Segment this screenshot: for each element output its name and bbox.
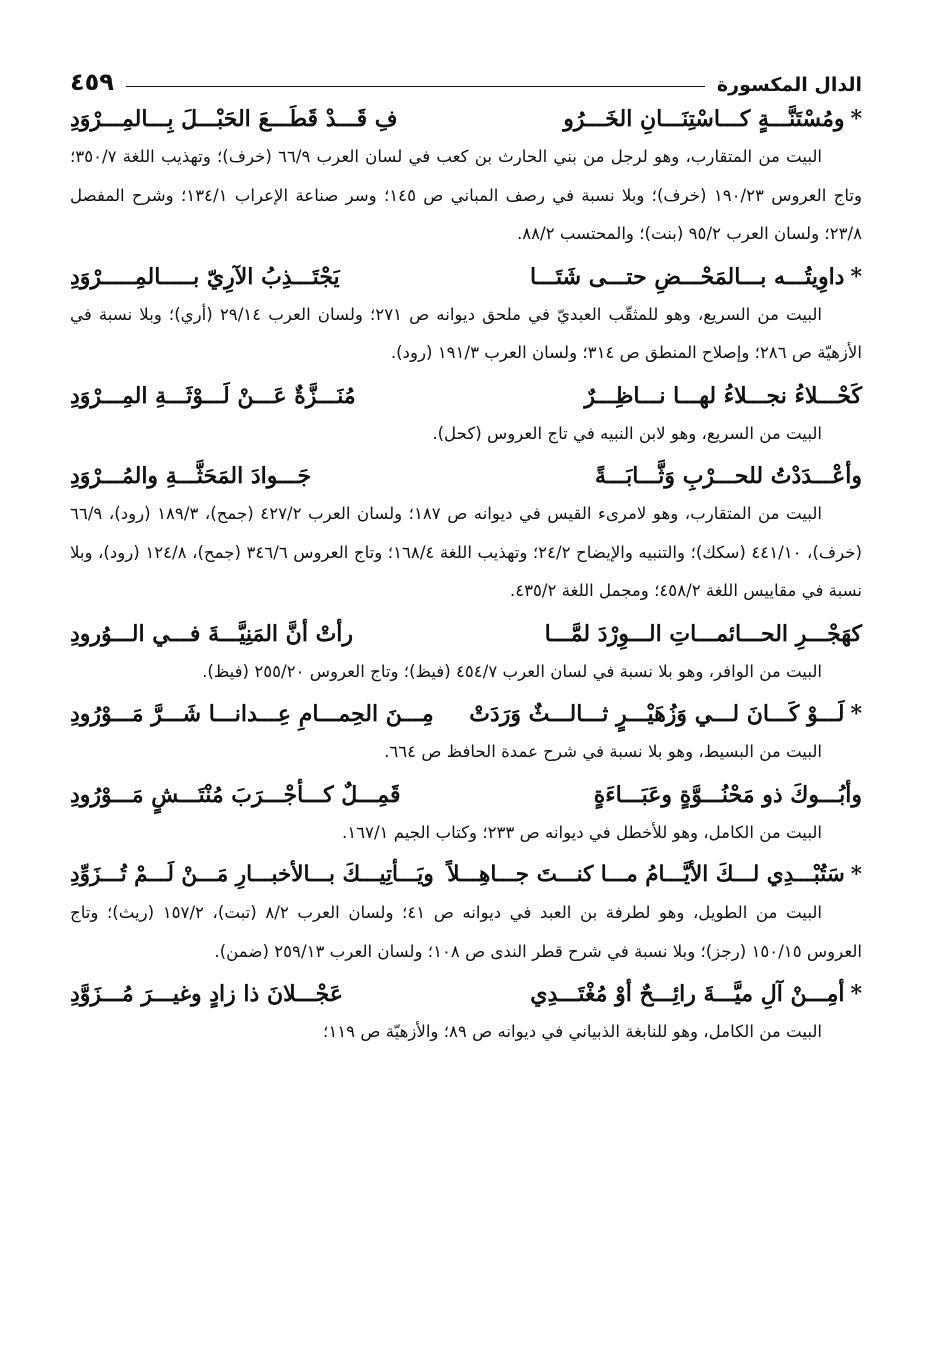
entries-list [70, 100, 862, 1052]
verse-second-hemistich: قَمِـــلٌ كـــأجْـــرَبَ مُنْتَـــشٍ مَـــوْرُودِ [70, 781, 401, 808]
source-note: البيت من الكامل، وهو للنابغة الذبياني في ديوانه ص ٨٩؛ والأزهيّة ص ١١٩؛ [323, 1022, 822, 1041]
verse-first-hemistich [469, 695, 862, 733]
verse-line [70, 615, 862, 653]
verse-second-hemistich: جَـــوادَ المَحَثَّـــةِ والمُـــرْوَدِ [70, 463, 312, 489]
header-rule [126, 86, 705, 87]
running-title: الدال المكسورة [716, 74, 862, 96]
poetry-entry [70, 695, 862, 772]
verse-line [70, 258, 862, 296]
verse-second-hemistich: مِـــنَ الحِمـــامِ عِـــدانـــا شَـــرَّ مَـــوْرُودِ [70, 701, 434, 727]
verse-first-hemistich [584, 377, 862, 415]
hemistich-text: سَتُبْـــدِي لـــكَ الأيَّـــامُ مـــا كنـــتَ جـــاهِـــلاً [447, 862, 845, 887]
hemistich-text: وأعْـــدَدْتُ للحـــرْبِ وَثَّـــابَـــةً [595, 463, 862, 489]
source-note: البيت من البسيط، وهو بلا نسبة في شرح عمدة الحافظ ص ٦٦٤. [384, 742, 822, 761]
source-note: البيت من الطويل، وهو لطرفة بن العبد في ديوانه ص ٤١؛ ولسان العرب ٨/٢ (تبت)، ١٥٧/٢ (ريث)؛ وتاج العروس ١٥٠/١٥ (رجز)؛ وبلا نسبة في شرح قطر الندى ص ١٠٨؛ ولسان العرب ٢٥٩/١٣ (ضمن). [70, 903, 862, 961]
verse-first-hemistich [545, 615, 862, 653]
poetry-entry [70, 258, 862, 373]
verse-line [70, 100, 862, 138]
verse-first-hemistich [594, 776, 862, 814]
page-header [70, 54, 862, 96]
verse-second-hemistich: رأتْ أنَّ المَنِيَّـــةَ فـــي الـــوُرودِ [70, 620, 354, 647]
hemistich-text: وأبُـــوكَ ذو مَحْنُـــوَّةٍ وعَبَـــاءَةٍ [593, 781, 862, 808]
hemistich-text: أمِـــنْ آلِ ميَّـــةَ رائِـــحٌ أوْ مُغْتَـــدِي [530, 981, 845, 1007]
asterisk-marker: * [850, 263, 862, 290]
hemistich-text: لَـــوْ كَـــانَ لـــي وَزُهَيْـــرٍ ثـــالـــثٌ وَرَدَتْ [469, 701, 845, 727]
verse-line [70, 975, 862, 1013]
hemistich-text: ومُسْتَنَّـــةٍ كـــاسْتِنَـــانِ الخَـــرُو [563, 106, 845, 132]
source-note: البيت من السريع، وهو لابن النبيه في تاج العروس (كحل). [432, 423, 822, 443]
hemistich-text: كَحْـــلاءُ نجـــلاءُ لهـــا نـــاظِـــرٌ [584, 382, 862, 409]
asterisk-marker: * [850, 981, 862, 1007]
verse-first-hemistich [447, 856, 862, 894]
verse-line [70, 695, 862, 733]
source-note: البيت من السريع، وهو للمثقّب العبديّ في ملحق ديوانه ص ٢٧١؛ ولسان العرب ٢٩/١٤ (أري)؛ وبلا نسبة في الأزهيّة ص ٢٨٦؛ وإصلاح المنطق ص ٣١٤؛ ولسان العرب ١٩١/٣ (رود). [70, 304, 862, 362]
source-note: البيت من المتقارب، وهو لرجل من بني الحارث بن كعب في لسان العرب ٦٦/٩ (خرف)؛ وتهذيب اللغة ٣٥٠/٧؛ وتاج العروس ١٩٠/٢٣ (خرف)؛ وبلا نسبة في رصف المباني ص ١٤٥؛ وسر صناعة الإعراب ١٣٤/١؛ وشرح المفصل ٢٣/٨؛ ولسان العرب ٩٥/٢ (بنت)؛ والمحتسب ٨٨/٢. [70, 147, 863, 243]
poetry-entry [70, 776, 862, 853]
poetry-entry [70, 457, 862, 611]
poetry-entry [70, 856, 862, 971]
verse-line [70, 776, 862, 814]
poetry-entry [70, 100, 862, 254]
verse-line [70, 457, 862, 495]
verse-first-hemistich [563, 100, 862, 138]
verse-second-hemistich: يَجْتَـــذِبُ الآرِيّ بـــــالمِـــــرْوَدِ [70, 263, 340, 290]
poetry-entry [70, 975, 862, 1052]
hemistich-text: داوِيتُـــه بـــالمَحْـــضِ حتـــى شَتَـــا [529, 263, 845, 290]
verse-second-hemistich: فِ قَـــدْ قَطَـــعَ الحَبْـــلَ بِـــالمِـــرْوَدِ [70, 106, 398, 132]
hemistich-text: كهَجْـــرِ الحـــائمـــاتِ الـــوِرْدَ لمَّـــا [544, 620, 862, 647]
verse-second-hemistich: عَجْـــلانَ ذا زادٍ وغيـــرَ مُـــزَوَّدِ [70, 981, 343, 1007]
asterisk-marker: * [850, 701, 862, 727]
poetry-entry [70, 615, 862, 692]
verse-second-hemistich: ويَـــأتِيـــكَ بـــالأخبـــارِ مَـــنْ لَـــمْ تُـــزَوِّدِ [70, 862, 434, 887]
poetry-entry [70, 377, 862, 454]
verse-first-hemistich [595, 457, 862, 495]
asterisk-marker: * [850, 862, 862, 887]
page-number: ٤٥٩ [70, 68, 114, 96]
source-note: البيت من الوافر، وهو بلا نسبة في لسان العرب ٤٥٤/٧ (فيظ)؛ وتاج العروس ٢٥٥/٢٠ (فيظ). [202, 661, 822, 681]
verse-line [70, 856, 862, 894]
verse-second-hemistich: مُنَـــزَّةٌ عَـــنْ لَـــوْثَـــةِ المِـــرْوَدِ [70, 382, 356, 409]
source-note: البيت من الكامل، وهو للأخطل في ديوانه ص ٢٣٣؛ وكتاب الجيم ١٦٧/١. [341, 822, 822, 842]
asterisk-marker: * [850, 106, 862, 132]
verse-first-hemistich [530, 975, 862, 1013]
verse-first-hemistich [530, 258, 862, 296]
verse-line [70, 377, 862, 415]
source-note: البيت من المتقارب، وهو لامرىء القيس في ديوانه ص ١٨٧؛ ولسان العرب ٤٢٧/٢ (جمح)، ١٨٩/٣ (رود)، ٦٦/٩ (خرف)، ٤٤١/١٠ (سكك)؛ والتنبيه والإيضاح ٢٤/٢؛ وتهذيب اللغة ١٦٨/٤؛ وتاج العروس ٣٤٦/٦ (جمح)، ١٢٤/٨ (رود)، وبلا نسبة في مقاييس اللغة ٤٥٨/٢؛ ومجمل اللغة ٤٣٥/٢. [70, 504, 862, 600]
